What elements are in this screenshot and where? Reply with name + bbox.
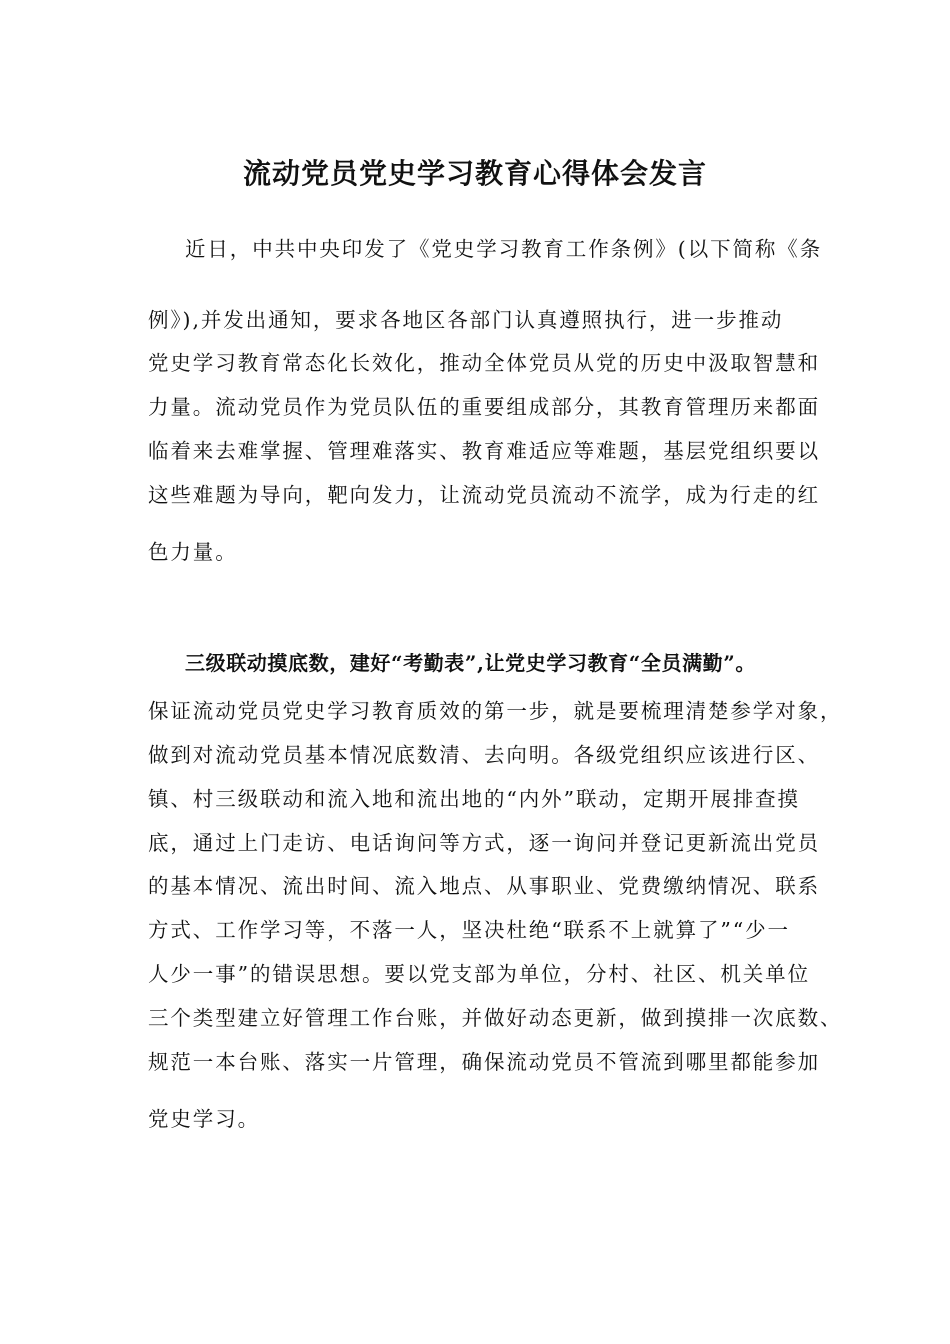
paragraph-line: 这些难题为导向，靶向发力，让流动党员流动不流学，成为行走的红 [148, 483, 820, 507]
document-title: 流动党员党史学习教育心得体会发言 [242, 157, 707, 190]
paragraph-line: 规范一本台账、落实一片管理，确保流动党员不管流到哪里都能参加 [148, 1050, 820, 1074]
paragraph-line: 党史学习。 [148, 1107, 260, 1131]
paragraph-line: 底，通过上门走访、电话询问等方式，逐一询问并登记更新流出党员 [148, 831, 820, 855]
paragraph-line: 临着来去难掌握、管理难落实、教育难适应等难题，基层党组织要以 [148, 439, 820, 463]
paragraph-line: 保证流动党员党史学习教育质效的第一步，就是要梳理清楚参学对象， [148, 699, 843, 723]
paragraph-line: 镇、村三级联动和流入地和流出地的“内外”联动，定期开展排查摸 [148, 787, 800, 811]
paragraph-line: 三个类型建立好管理工作台账，并做好动态更新，做到摸排一次底数、 [148, 1006, 843, 1030]
paragraph-line: 人少一事”的错误思想。要以党支部为单位，分村、社区、机关单位 [148, 962, 810, 986]
paragraph-line: 力量。流动党员作为党员队伍的重要组成部分，其教育管理历来都面 [148, 395, 820, 419]
paragraph-line: 方式、工作学习等，不落一人，坚决杜绝“联系不上就算了”“少一 [148, 918, 790, 942]
paragraph-line: 党史学习教育常态化长效化，推动全体党员从党的历史中汲取智慧和 [148, 351, 820, 375]
paragraph-line: 色力量。 [148, 540, 238, 564]
paragraph-line: 的基本情况、流出时间、流入地点、从事职业、党费缴纳情况、联系 [148, 874, 820, 898]
paragraph-line: 例》),并发出通知，要求各地区各部门认真遵照执行，进一步推动 [148, 308, 784, 332]
paragraph-line: 做到对流动党员基本情况底数清、去向明。各级党组织应该进行区、 [148, 743, 820, 767]
paragraph-line: 近日，中共中央印发了《党史学习教育工作条例》(以下简称《条 [185, 237, 823, 261]
section-heading: 三级联动摸底数，建好“考勤表”,让党史学习教育“全员满勤”。 [185, 651, 756, 675]
